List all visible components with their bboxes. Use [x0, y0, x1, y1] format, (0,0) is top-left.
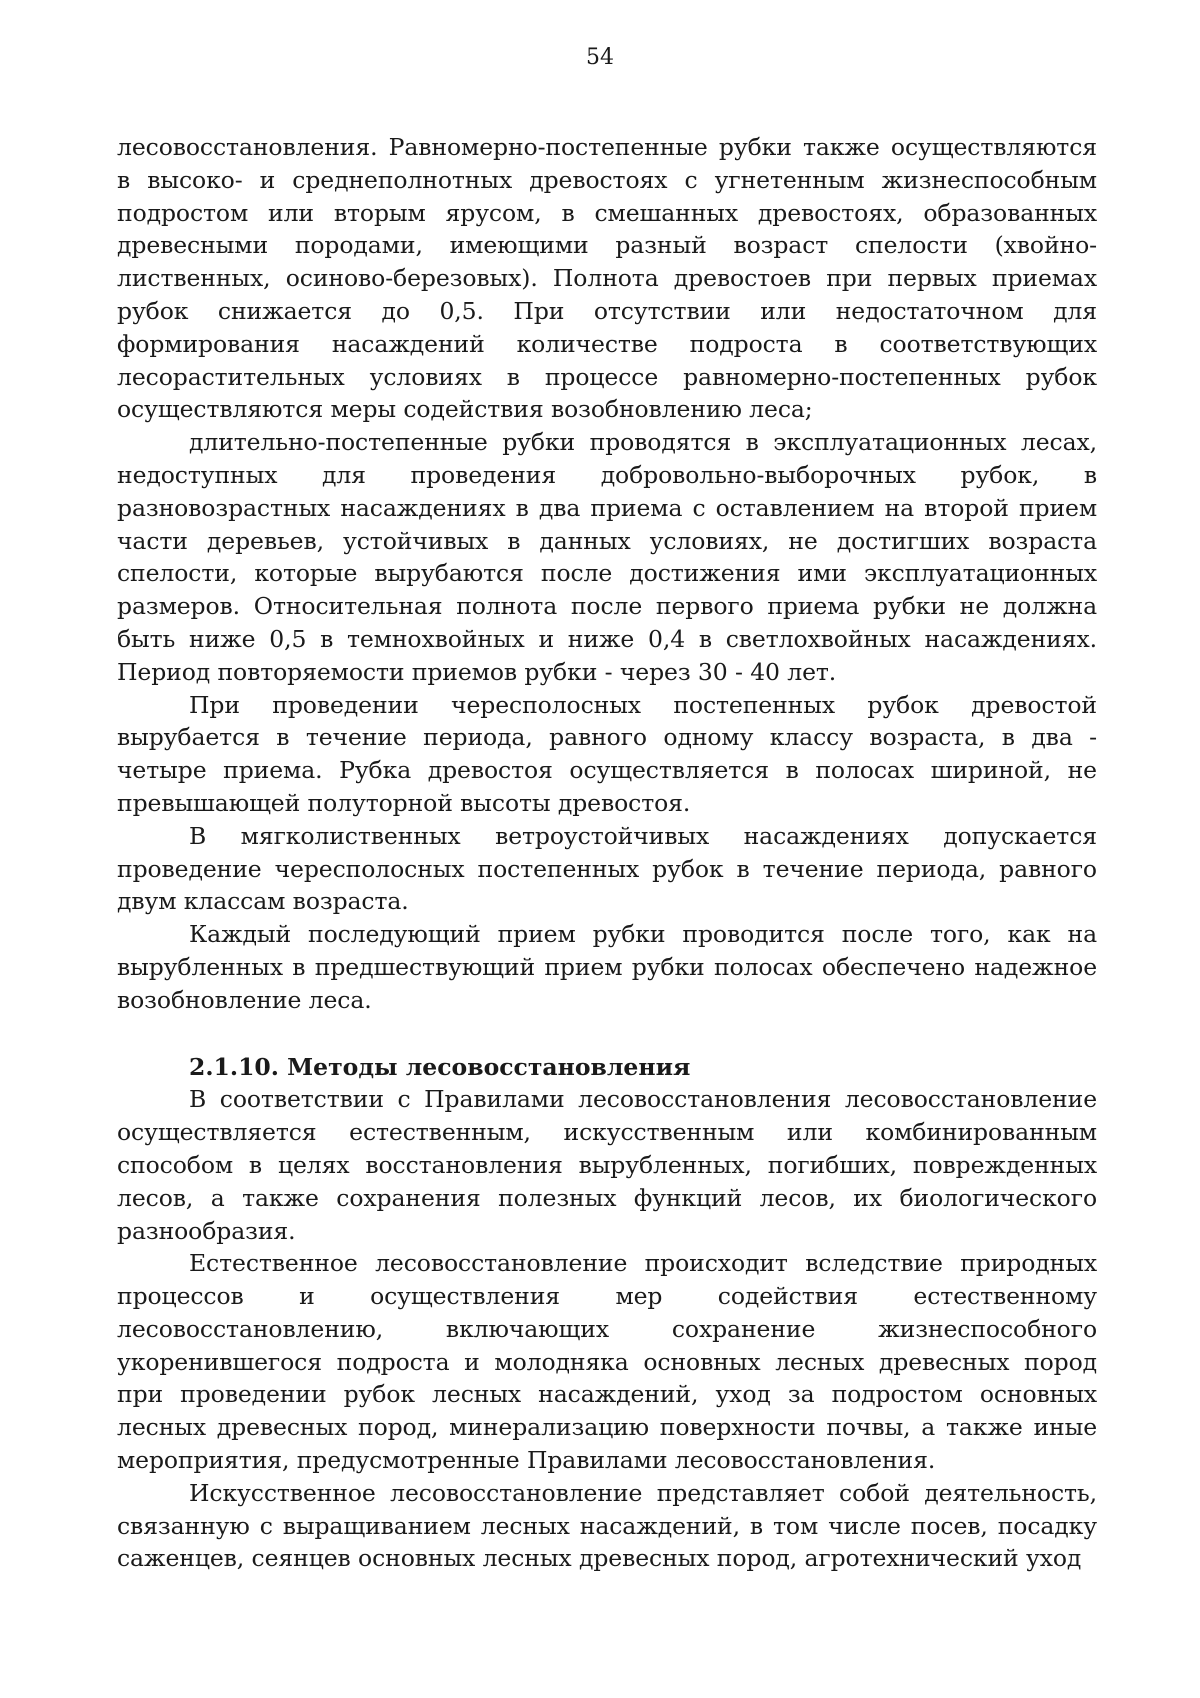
paragraph-natural-reforestation: Естественное лесовосстановление происходит вследствие природных процессов и осуществления мер содействия естественному лесовосстановлению, включающих сохранение жизнеспособного укоренившегося подроста и молодняка основных лесных древесных пород при проведении рубок лесных насаждений, уход за подростом основных лесных древесных пород, минерализацию поверхности почвы, а также иные мероприятия, предусмотренные Правилами лесовосстановления.: [117, 1249, 1097, 1475]
paragraph-long-gradual-cuttings: длительно-постепенные рубки проводятся в эксплуатационных лесах, недоступных для проведения добровольно-выборочных рубок, в разновозрастных насаждениях в два приема с оставлением на второй прием части деревьев, устойчивых в данных условиях, не достигших возраста спелости, которые вырубаются после достижения ими эксплуатационных размеров. Относительная полнота после первого приема рубки не должна быть ниже 0,5 в темнохвойных и ниже 0,4 в светлохвойных насаждениях. Период повторяемости приемов рубки - через 30 - 40 лет.: [117, 428, 1097, 686]
paragraph-strip-cuttings: При проведении чересполосных постепенных рубок древостой вырубается в течение периода, равного одному классу возраста, в два - четыре приема. Рубка древостоя осуществляется в полосах шириной, не превышающей полуторной высоты древостоя.: [117, 690, 1097, 817]
paragraph-subsequent-cutting: Каждый последующий прием рубки проводится после того, как на вырубленных в предшествующий прием рубки полосах обеспечено надежное возобновление леса.: [117, 920, 1097, 1014]
paragraph-continuation: лесовосстановления. Равномерно-постепенные рубки также осуществляются в высоко- и среднеполнотных древостоях с угнетенным жизнеспособным подростом или вторым ярусом, в смешанных древостоях, образованных древесными породами, имеющими разный возраст спелости (хвойно-лиственных, осиново-березовых). Полнота древостоев при первых приемах рубок снижается до 0,5. При отсутствии или недостаточном для формирования насаждений количестве подроста в соответствующих лесорастительных условиях в процессе равномерно-постепенных рубок осуществляются меры содействия возобновлению леса;: [117, 133, 1097, 424]
body-text: [117, 131, 1097, 1575]
page-number: 54: [586, 45, 614, 70]
paragraph-artificial-reforestation: Искусственное лесовосстановление представляет собой деятельность, связанную с выращиванием лесных насаждений, в том числе посев, посадку саженцев, сеянцев основных лесных древесных пород, агротехнический уход: [117, 1478, 1097, 1573]
section-heading: 2.1.10. Методы лесовосстановления: [189, 1052, 691, 1081]
paragraph-softwood-stands: В мягколиственных ветроустойчивых насаждениях допускается проведение чересполосных постепенных рубок в течение периода, равного двум классам возраста.: [117, 821, 1097, 916]
paragraph-reforestation-rules: В соответствии с Правилами лесовосстановления лесовосстановление осуществляется естественным, искусственным или комбинированным способом в целях восстановления вырубленных, погибших, поврежденных лесов, а также сохранения полезных функций лесов, их биологического разнообразия.: [117, 1085, 1097, 1245]
